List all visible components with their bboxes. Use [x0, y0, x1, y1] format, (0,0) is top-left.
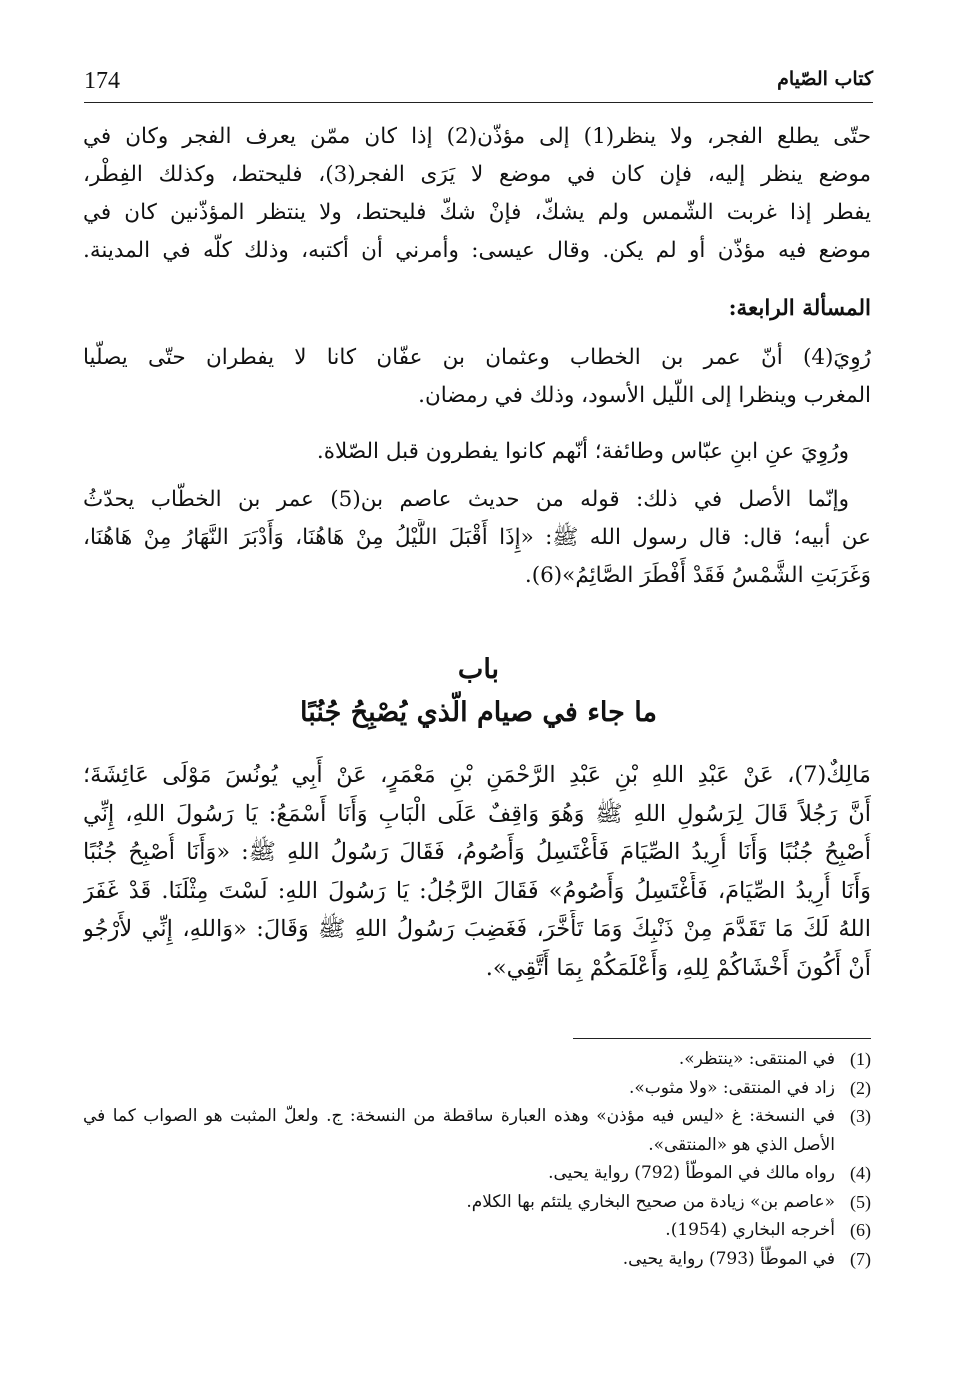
text-line: وَغَرَبَتِ الشَّمْسُ فَقَدْ أَفْطَرَ الصَّائِمُ»(6).	[524, 563, 871, 588]
text-line: موضع ينظر إليه، فإن كان في موضع لا يَرَى الفجر(3)، فليحتط، وكذلك الفِطْر،	[83, 162, 871, 187]
footnote	[83, 1216, 871, 1245]
footnote-number: (5)	[850, 1191, 871, 1212]
footnote	[83, 1045, 871, 1074]
footnote-text: أخرجه البخاري (1954).	[665, 1220, 835, 1240]
footnote	[83, 1188, 871, 1217]
footnote-text: في النسخة: غ «ليس فيه مؤذن» وهذه العبارة ساقطة من النسخة: ج. ولعلّ المثبت هو الصواب كما في الأصل الذي هو «المنتقى».	[83, 1106, 835, 1155]
text-line: عن أبيه؛ قال: قال رسول الله ﷺ: «إِذَا أَقْبَلَ اللَّيْلُ مِنْ هَاهُنَا، وَأَدْبَرَ النَّهَارُ مِنْ هَاهُنَا،	[83, 525, 871, 550]
footnote-number: (3)	[850, 1106, 871, 1126]
footnote-number: (2)	[850, 1077, 871, 1098]
issue-paragraph-1	[83, 339, 871, 415]
footnote	[83, 1159, 871, 1188]
footnote-text: «عاصم بن» زيادة من صحيح البخاري يلتئم بها الكلام.	[466, 1191, 835, 1212]
text-line: وَأَنَا أُرِيدُ الصِّيَامَ، فَأَغْتَسِلُ وَأَصُومُ» فَقَالَ الرَّجُلُ: يَا رَسُولَ اللهِ: لَسْتَ مِثْلَنَا. قَدْ غَفَرَ	[83, 877, 871, 904]
footnote-number: (7)	[850, 1248, 871, 1269]
text-line: مَالِكٌ(7)، عَنْ عَبْدِ اللهِ بْنِ عَبْدِ الرَّحْمَنِ بْنِ مَعْمَرٍ، عَنْ أَبِي يُونُسَ مَوْلَى عَائِشَةَ؛	[83, 762, 871, 788]
footnote-text: في المنتقى: «ينتظر».	[678, 1049, 835, 1069]
text-line: أَنَّ رَجُلاً قَالَ لِرَسُولِ اللهِ ﷺ وَهُوَ وَاقِفٌ عَلَى الْبَابِ وَأَنَا أَسْمَعُ: يَا رَسُولَ اللهِ، إِنِّي	[83, 800, 871, 827]
text-line: المغرب وينظرا إلى اللّيل الأسود، وذلك في رمضان.	[418, 383, 871, 408]
footnote	[83, 1245, 871, 1274]
footnote	[83, 1102, 871, 1159]
footnotes	[83, 1045, 871, 1273]
footnote	[83, 1074, 871, 1103]
footnote-text: زاد في المنتقى: «ولا مثوب».	[628, 1077, 835, 1098]
text-line: ورُوِيَ عنِ ابنِ عبّاس وطائفة؛ أنّهم كانوا يفطرون قبل الصّلاة.	[316, 439, 849, 464]
footnote-number: (6)	[850, 1220, 871, 1240]
intro-paragraph	[83, 118, 871, 270]
issue-paragraph-2	[83, 433, 871, 471]
chapter-label: باب	[457, 654, 500, 685]
footnote-separator	[573, 1038, 871, 1039]
page-number: 174	[84, 68, 120, 94]
text-line: موضع فيه مؤذّن أو لم يكن. وقال عيسى: وأمرني أن أكتبه، وذلك كلّه في المدينة.	[83, 238, 871, 263]
footnote-text: رواه مالك في الموطّأ (792) رواية يحيى.	[548, 1163, 835, 1183]
text-line: اللهُ لَكَ مَا تَقَدَّمَ مِنْ ذَنْبِكَ وَمَا تَأَخَّرَ، فَغَضِبَ رَسُولُ اللهِ ﷺ وَقَالَ: «وَاللهِ، إِنِّي لأَرْجُو	[83, 916, 871, 942]
page-header	[84, 64, 873, 103]
issue-heading	[83, 290, 871, 328]
issue-paragraph-3	[83, 481, 871, 595]
footnote-number: (1)	[850, 1049, 871, 1069]
text-line: أُصْبِحُ جُنُبًا وَأَنَا أُرِيدُ الصِّيَامَ فَأَغْتَسِلُ وَأَصُومُ، فَقَالَ رَسُولُ اللهِ ﷺ: «وَأَنَا أُصْبِحُ جُنُبًا	[83, 839, 871, 865]
hadith-paragraph	[83, 756, 871, 987]
footnote-number: (4)	[850, 1163, 871, 1183]
footnote-text: في الموطّأ (793) رواية يحيى.	[622, 1248, 835, 1269]
chapter-title: ما جاء في صيام الّذي يُصْبِحُ جُنُبًا	[300, 697, 657, 728]
text-line: وإنّما الأصل في ذلك: قوله من حديث عاصم بن(5) عمر بن الخطّاب يحدّثُ	[83, 487, 850, 512]
text-line: رُوِيَ(4) أنّ عمر بن الخطاب وعثمان بن عفّان كانا لا يفطران حتّى يصلّيا	[83, 345, 871, 370]
running-title: كتاب الصّيام	[777, 68, 873, 90]
issue-title: المسألة الرابعة:	[728, 296, 871, 321]
text-line: أَنْ أَكُونَ أَخْشَاكُمْ لِلهِ، وَأَعْلَمَكُمْ بِمَا أَتَّقِي».	[485, 954, 871, 981]
text-line: يفطر إذا غربت الشّمس ولم يشكّ، فإنْ شكّ فليحتط، ولا ينتظر المؤذّنين كان في	[83, 200, 871, 225]
text-line: حتّى يطلع الفجر، ولا ينظر(1) إلى مؤذّن(2) إذا كان ممّن يعرف الفجر وكان في	[83, 124, 871, 149]
